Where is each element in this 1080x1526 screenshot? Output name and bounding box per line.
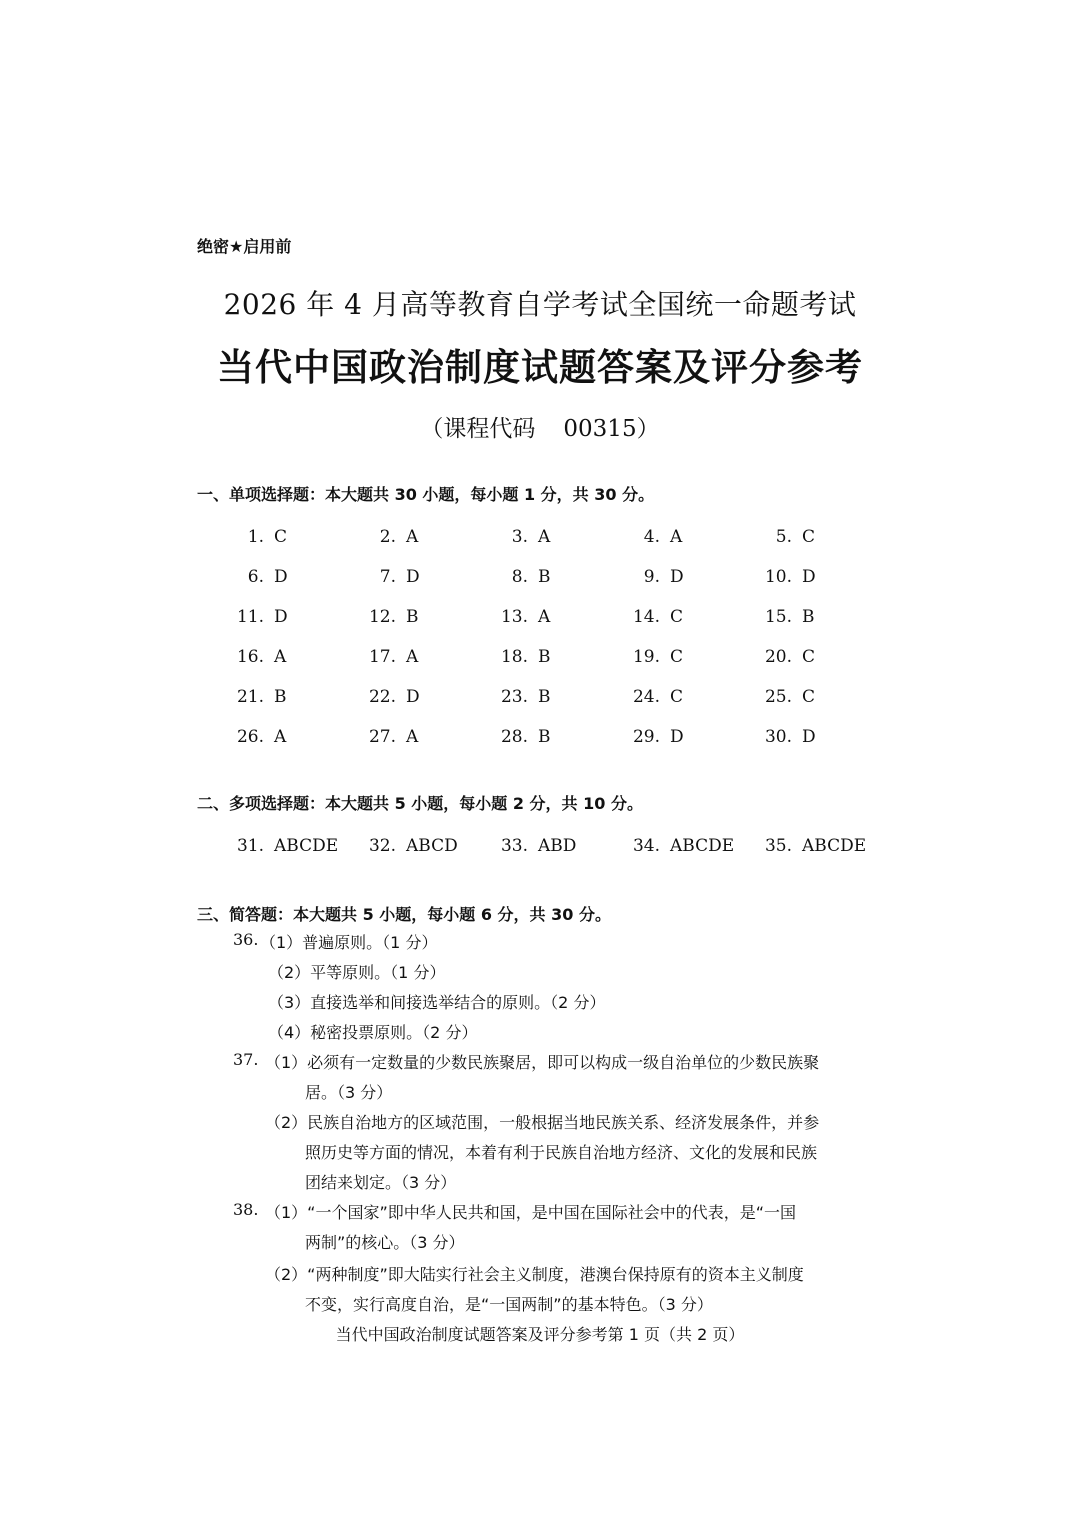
answer-number: 17.	[368, 647, 396, 667]
answer-item	[762, 687, 815, 707]
answer-line: 不变，实行高度自治，是“一国两制”的基本特色。（3 分）	[305, 1295, 713, 1314]
exam-title: 2026 年 4 月高等教育自学考试全国统一命题考试	[223, 288, 857, 321]
answer-item	[630, 607, 683, 627]
answer-item	[234, 607, 288, 627]
answer-number: 4.	[643, 527, 660, 547]
answer-item	[630, 647, 683, 667]
answer-value: ABCDE	[670, 836, 735, 856]
answer-value: C	[670, 607, 684, 627]
answer-number: 14.	[632, 607, 660, 627]
answer-item	[366, 527, 418, 547]
answer-number: 8.	[511, 567, 528, 587]
confidential-mark: 绝密★启用前	[197, 237, 292, 256]
answer-number: 15.	[764, 607, 792, 627]
answer-value: D	[406, 567, 420, 587]
answer-number: 20.	[764, 647, 792, 667]
answer-number: 10.	[764, 567, 792, 587]
answer-item	[630, 836, 734, 856]
answer-number: 2.	[379, 527, 396, 547]
answer-line: （3）直接选举和间接选举结合的原则。（2 分）	[268, 993, 606, 1012]
answer-item	[234, 527, 287, 547]
answer-item	[234, 687, 287, 707]
answer-item	[498, 607, 550, 627]
answer-number: 35.	[764, 836, 792, 856]
answer-number: 18.	[500, 647, 528, 667]
answer-item	[498, 687, 551, 707]
main-title: 当代中国政治制度试题答案及评分参考	[217, 346, 863, 389]
answer-number: 13.	[500, 607, 528, 627]
answer-value: A	[274, 727, 287, 747]
answer-item	[234, 567, 288, 587]
answer-item	[234, 836, 338, 856]
answer-item	[762, 527, 815, 547]
answer-item	[366, 836, 458, 856]
answer-number: 27.	[368, 727, 396, 747]
answer-number: 6.	[247, 567, 264, 587]
answer-line: （4）秘密投票原则。（2 分）	[268, 1023, 478, 1042]
section1-heading: 一、单项选择题：本大题共 30 小题，每小题 1 分，共 30 分。	[197, 485, 655, 504]
answer-value: D	[274, 607, 288, 627]
answer-value: C	[802, 527, 816, 547]
answer-value: D	[274, 567, 288, 587]
answer-item	[366, 567, 420, 587]
answer-value: A	[406, 727, 419, 747]
answer-value: C	[274, 527, 288, 547]
answer-number: 25.	[764, 687, 792, 707]
answer-number: 22.	[368, 687, 396, 707]
answer-item	[498, 527, 550, 547]
answer-value: D	[670, 567, 684, 587]
answer-value: C	[802, 687, 816, 707]
answer-item	[762, 836, 866, 856]
answer-value: B	[538, 567, 551, 587]
answer-line: 团结来划定。（3 分）	[305, 1173, 457, 1192]
answer-line: （1）必须有一定数量的少数民族聚居，即可以构成一级自治单位的少数民族聚	[265, 1053, 820, 1072]
answer-item	[762, 607, 815, 627]
answer-line: （2）民族自治地方的区域范围，一般根据当地民族关系、经济发展条件，并参	[265, 1113, 820, 1132]
answer-item	[498, 836, 576, 856]
answer-number: 28.	[500, 727, 528, 747]
answer-value: A	[670, 527, 683, 547]
answer-item	[762, 567, 816, 587]
answer-item	[234, 727, 286, 747]
answer-number: 24.	[632, 687, 660, 707]
answer-line: （2）“两种制度”即大陆实行社会主义制度，港澳台保持原有的资本主义制度	[265, 1265, 804, 1284]
answer-number: 7.	[379, 567, 396, 587]
answer-line: 照历史等方面的情况，本着有利于民族自治地方经济、文化的发展和民族	[305, 1143, 818, 1162]
answer-value: D	[802, 567, 816, 587]
section2-heading: 二、多项选择题：本大题共 5 小题，每小题 2 分，共 10 分。	[197, 794, 643, 813]
answer-value: B	[538, 687, 551, 707]
answer-line: （1）“一个国家”即中华人民共和国，是中国在国际社会中的代表，是“一国	[265, 1203, 797, 1222]
answer-number: 5.	[775, 527, 792, 547]
answer-number: 19.	[632, 647, 660, 667]
answer-value: ABCDE	[802, 836, 867, 856]
answer-value: ABD	[538, 836, 577, 856]
answer-item	[762, 647, 815, 667]
course-code: 00315）	[563, 416, 660, 442]
answer-number: 23.	[500, 687, 528, 707]
answer-item	[234, 647, 286, 667]
answer-line: （2）平等原则。（1 分）	[268, 963, 446, 982]
answer-item	[366, 647, 418, 667]
answer-number: 3.	[511, 527, 528, 547]
answer-value: A	[538, 607, 551, 627]
answer-number: 12.	[368, 607, 396, 627]
answer-number: 1.	[247, 527, 264, 547]
answer-number: 11.	[236, 607, 264, 627]
answer-value: B	[538, 647, 551, 667]
answer-item	[630, 567, 684, 587]
answer-value: A	[406, 647, 419, 667]
answer-value: ABCDE	[274, 836, 339, 856]
answer-item	[630, 687, 683, 707]
answer-line: 两制”的核心。（3 分）	[305, 1233, 465, 1252]
course-code-label: （课程代码	[420, 416, 536, 442]
answer-value: C	[670, 687, 684, 707]
answer-line: 居。（3 分）	[305, 1083, 393, 1102]
answer-value: B	[538, 727, 551, 747]
answer-number: 29.	[632, 727, 660, 747]
question-38-number: 38.	[233, 1200, 259, 1219]
answer-number: 16.	[236, 647, 264, 667]
answer-value: B	[802, 607, 815, 627]
page-footer: 当代中国政治制度试题答案及评分参考第 1 页（共 2 页）	[335, 1325, 745, 1344]
answer-line: （1）普遍原则。（1 分）	[260, 933, 438, 952]
answer-item	[498, 647, 551, 667]
answer-value: B	[274, 687, 287, 707]
answer-value: A	[274, 647, 287, 667]
course-code-line	[0, 410, 1080, 443]
answer-number: 33.	[500, 836, 528, 856]
answer-value: A	[538, 527, 551, 547]
question-36-number: 36.	[233, 930, 259, 949]
answer-value: D	[802, 727, 816, 747]
answer-number: 9.	[643, 567, 660, 587]
answer-value: D	[670, 727, 684, 747]
answer-value: A	[406, 527, 419, 547]
answer-value: C	[670, 647, 684, 667]
answer-number: 32.	[368, 836, 396, 856]
answer-number: 30.	[764, 727, 792, 747]
answer-item	[498, 727, 551, 747]
answer-item	[366, 687, 420, 707]
answer-item	[630, 727, 684, 747]
answer-item	[366, 727, 418, 747]
answer-item	[630, 527, 682, 547]
answer-value: D	[406, 687, 420, 707]
answer-number: 21.	[236, 687, 264, 707]
answer-value: C	[802, 647, 816, 667]
section3-heading: 三、简答题：本大题共 5 小题，每小题 6 分，共 30 分。	[197, 905, 611, 924]
answer-item	[498, 567, 551, 587]
answer-value: B	[406, 607, 419, 627]
answer-number: 31.	[236, 836, 264, 856]
answer-item	[366, 607, 419, 627]
answer-item	[762, 727, 816, 747]
answer-number: 26.	[236, 727, 264, 747]
question-37-number: 37.	[233, 1050, 259, 1069]
answer-number: 34.	[632, 836, 660, 856]
answer-value: ABCD	[406, 836, 458, 856]
